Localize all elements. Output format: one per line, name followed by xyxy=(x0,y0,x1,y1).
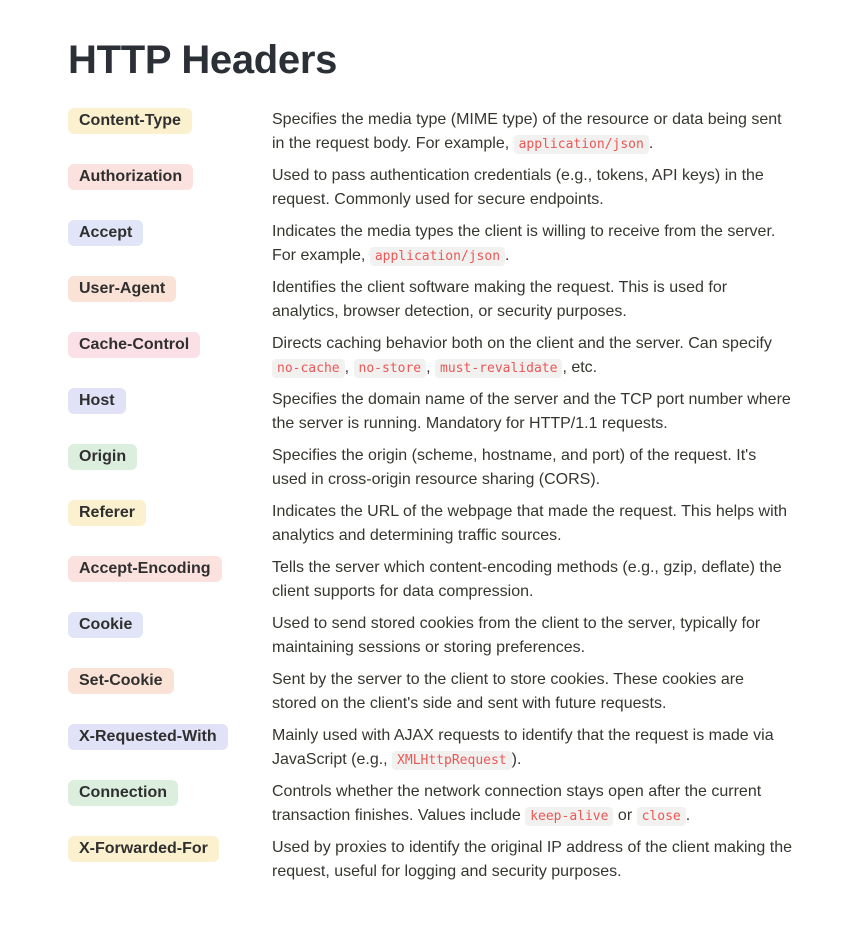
header-row xyxy=(68,836,853,892)
header-row xyxy=(68,500,853,556)
inline-code: application/json xyxy=(514,135,649,154)
header-row xyxy=(68,556,853,612)
header-description xyxy=(272,612,792,660)
description-text: , etc. xyxy=(562,359,598,376)
header-description xyxy=(272,836,792,884)
description-text: Identifies the client software making the request. This is used for analytics, browser detection, or security purposes. xyxy=(272,279,728,320)
description-text: Specifies the domain name of the server and the TCP port number where the server is running. Mandatory for HTTP/1.1 requests. xyxy=(272,391,791,432)
header-description xyxy=(272,724,792,773)
header-row xyxy=(68,668,853,724)
header-description xyxy=(272,332,792,381)
inline-code: no-cache xyxy=(272,359,345,378)
header-name-tag: Referer xyxy=(68,500,146,526)
header-description xyxy=(272,556,792,604)
page-title: HTTP Headers xyxy=(68,38,338,82)
inline-code: no-store xyxy=(354,359,427,378)
description-text: Used to pass authentication credentials (e.g., tokens, API keys) in the request. Commonly used for secure endpoints. xyxy=(272,167,764,208)
header-tag-cell xyxy=(68,444,272,470)
header-tag-cell xyxy=(68,556,272,582)
header-row xyxy=(68,220,853,276)
header-description xyxy=(272,444,792,492)
header-row xyxy=(68,108,853,164)
header-tag-cell xyxy=(68,108,272,134)
description-text: or xyxy=(613,807,637,824)
description-text: Tells the server which content-encoding methods (e.g., gzip, deflate) the client supports for data compression. xyxy=(272,559,782,600)
header-name-tag: Content-Type xyxy=(68,108,192,134)
header-name-tag: Set-Cookie xyxy=(68,668,174,694)
header-name-tag: Origin xyxy=(68,444,137,470)
inline-code: close xyxy=(637,807,686,826)
header-name-tag: X-Requested-With xyxy=(68,724,228,750)
description-text: . xyxy=(505,247,510,264)
description-text: . xyxy=(685,807,691,824)
inline-code: keep-alive xyxy=(525,807,613,826)
header-name-tag: Cookie xyxy=(68,612,143,638)
header-tag-cell xyxy=(68,612,272,638)
header-description xyxy=(272,220,792,269)
description-text: Mainly used with AJAX requests to identify that the request is made via JavaScript (e.g., xyxy=(272,727,774,768)
header-row xyxy=(68,444,853,500)
header-tag-cell xyxy=(68,332,272,358)
description-text: Sent by the server to the client to store cookies. These cookies are stored on the client's side and sent with future requests. xyxy=(272,671,744,712)
header-tag-cell xyxy=(68,668,272,694)
description-text: Specifies the media type (MIME type) of the resource or data being sent in the request body. For example, xyxy=(272,111,782,152)
inline-code: XMLHttpRequest xyxy=(392,751,512,770)
header-description xyxy=(272,780,792,829)
header-name-tag: Authorization xyxy=(68,164,193,190)
description-text: Used by proxies to identify the original IP address of the client making the request, useful for logging and security purposes. xyxy=(272,839,792,880)
description-text: Controls whether the network connection stays open after the current transaction finishes. Values include xyxy=(272,783,762,824)
header-tag-cell xyxy=(68,388,272,414)
description-text: Indicates the URL of the webpage that made the request. This helps with analytics and determining traffic sources. xyxy=(272,503,787,544)
header-row xyxy=(68,388,853,444)
header-description xyxy=(272,500,792,548)
header-tag-cell xyxy=(68,836,272,862)
header-name-tag: Cache-Control xyxy=(68,332,200,358)
description-text: , xyxy=(426,359,436,376)
header-tag-cell xyxy=(68,780,272,806)
header-tag-cell xyxy=(68,220,272,246)
header-description xyxy=(272,668,792,716)
header-name-tag: Host xyxy=(68,388,126,414)
header-name-tag: Accept xyxy=(68,220,143,246)
header-tag-cell xyxy=(68,164,272,190)
inline-code: must-revalidate xyxy=(435,359,562,378)
header-list xyxy=(68,108,853,892)
header-row xyxy=(68,276,853,332)
header-name-tag: User-Agent xyxy=(68,276,176,302)
header-row xyxy=(68,724,853,780)
inline-code: application/json xyxy=(370,247,505,266)
header-name-tag: Connection xyxy=(68,780,178,806)
header-description xyxy=(272,164,792,212)
header-name-tag: Accept-Encoding xyxy=(68,556,222,582)
description-text: ). xyxy=(511,751,522,768)
header-row xyxy=(68,164,853,220)
description-text: Directs caching behavior both on the client and the server. Can specify xyxy=(272,335,772,352)
description-text: Indicates the media types the client is willing to receive from the server. For example, xyxy=(272,223,776,264)
description-text: , xyxy=(344,359,354,376)
header-description xyxy=(272,276,792,324)
header-name-tag: X-Forwarded-For xyxy=(68,836,219,862)
header-description xyxy=(272,388,792,436)
header-row xyxy=(68,332,853,388)
description-text: Used to send stored cookies from the client to the server, typically for maintaining sessions or storing preferences. xyxy=(272,615,761,656)
description-text: . xyxy=(648,135,654,152)
header-tag-cell xyxy=(68,500,272,526)
header-tag-cell xyxy=(68,724,272,750)
header-row xyxy=(68,780,853,836)
header-tag-cell xyxy=(68,276,272,302)
header-description xyxy=(272,108,792,157)
description-text: Specifies the origin (scheme, hostname, and port) of the request. It's used in cross-origin resource sharing (CORS). xyxy=(272,447,757,488)
header-row xyxy=(68,612,853,668)
